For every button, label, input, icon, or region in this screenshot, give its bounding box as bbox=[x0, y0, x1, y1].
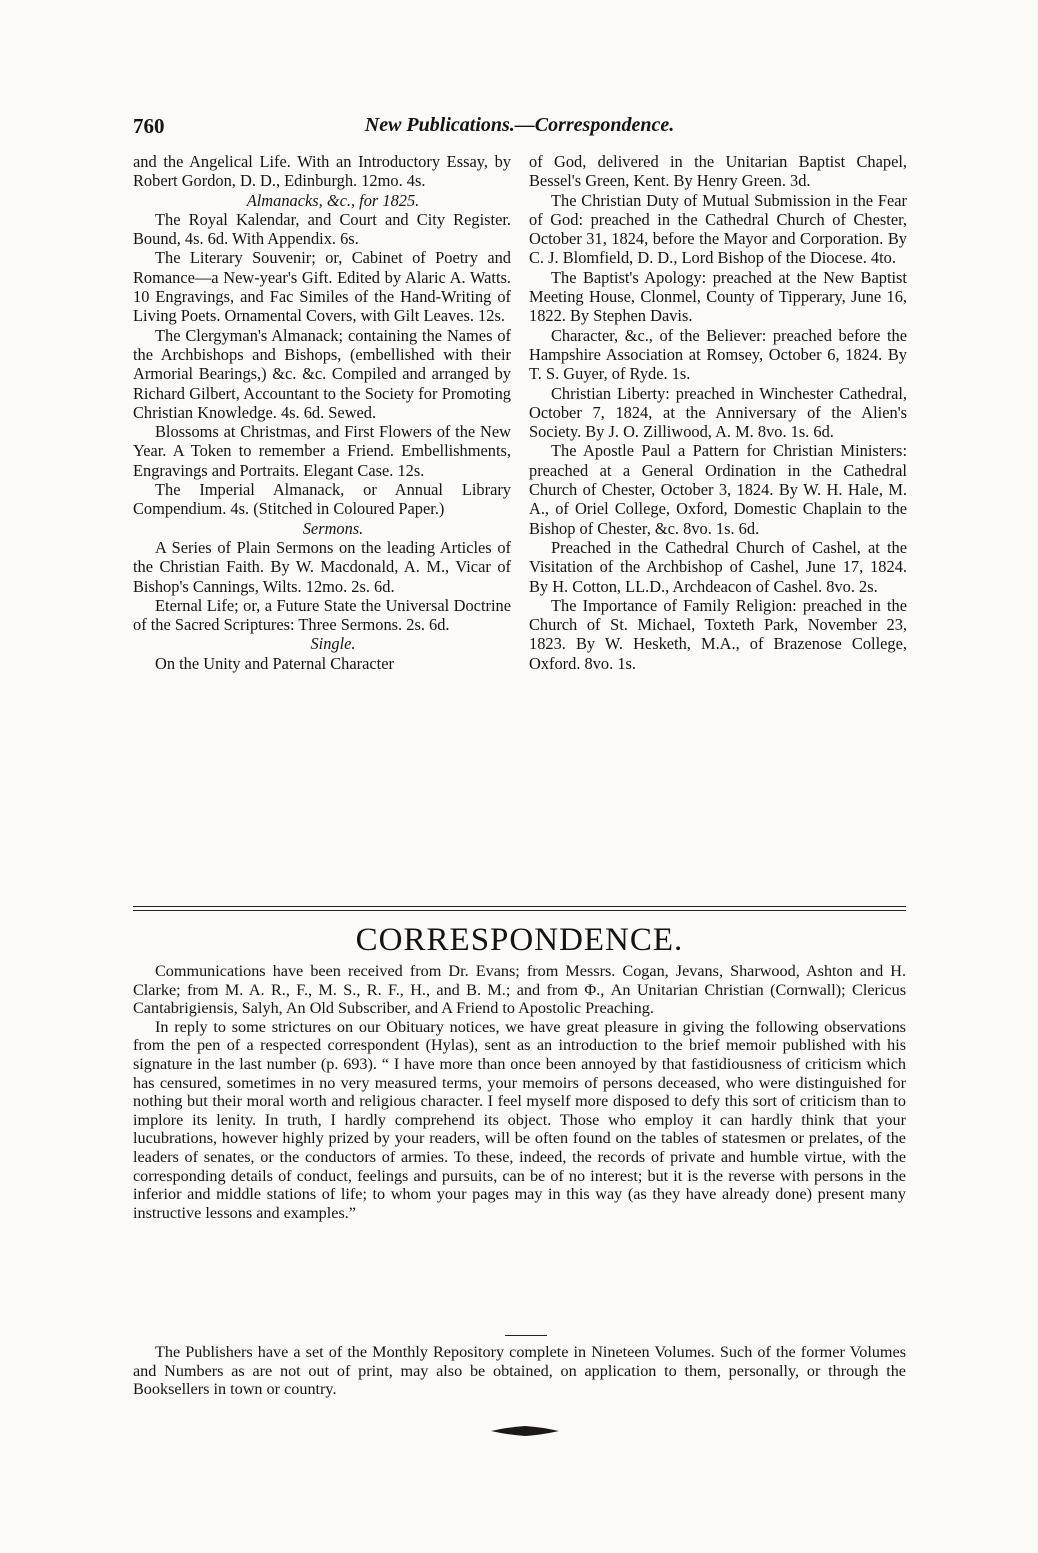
publication-entry: Preached in the Cathedral Church of Cashel, at the Visitation of the Archbishop of Cashel, June 17, 1824. By H. Cotton, LL.D., Archdeacon of Cashel. 8vo. 2s. bbox=[529, 537, 907, 596]
publication-entry: Eternal Life; or, a Future State the Universal Doctrine of the Sacred Scriptures: Three Sermons. 2s. 6d. bbox=[133, 595, 511, 635]
publication-entry: The Baptist's Apology: preached at the New Baptist Meeting House, Clonmel, County of Tipperary, June 16, 1822. By Stephen Davis. bbox=[529, 267, 907, 326]
publication-entry: The Importance of Family Religion: preached in the Church of St. Michael, Toxteth Park, November 23, 1823. By W. Hesketh, M.A., of Brazenose College, Oxford. 8vo. 1s. bbox=[529, 595, 907, 673]
publication-entry: The Imperial Almanack, or Annual Library Compendium. 4s. (Stitched in Coloured Paper.) bbox=[133, 480, 511, 519]
page-header bbox=[133, 114, 906, 144]
left-column bbox=[133, 152, 511, 673]
publication-entry: The Apostle Paul a Pattern for Christian Ministers: preached at a General Ordination in the Cathedral Church of Chester, October 3, 1824. By W. H. Hale, M. A., of Oriel College, Oxford, Domestic Chaplain to the Bishop of Chester, &c. 8vo. 1s. 6d. bbox=[529, 441, 907, 538]
publication-entry: Blossoms at Christmas, and First Flowers of the New Year. A Token to remember a Friend. Embellishments, Engravings and Portraits. Elegant Case. 12s. bbox=[133, 422, 511, 480]
publication-entry: The Christian Duty of Mutual Submission in the Fear of God: preached in the Cathedral Church of Chester, October 31, 1824, before the Mayor and Corporation. By C. J. Blomfield, D. D., Lord Bishop of the Diocese. 4to. bbox=[529, 190, 907, 268]
publication-entry: The Literary Souvenir; or, Cabinet of Poetry and Romance—a New-year's Gift. Edited by Alaric A. Watts. 10 Engravings, and Fac Similes of the Hand-Writing of Living Poets. Ornamental Covers, with Gilt Leaves. 12s. bbox=[133, 248, 511, 326]
section-subheading: Almanacks, &c., for 1825. bbox=[246, 190, 420, 210]
running-title: New Publications.—Correspondence. bbox=[364, 114, 675, 136]
publication-entry: and the Angelical Life. With an Introductory Essay, by Robert Gordon, D. D., Edinburgh. 12mo. 4s. bbox=[133, 152, 511, 191]
publishers-note bbox=[133, 1343, 906, 1399]
publication-entry: The Clergyman's Almanack; containing the Names of the Archbishops and Bishops, (embellished with their Armorial Bearings,) &c. &c. Compiled and arranged by Richard Gilbert, Accountant to the Society for Promoting Christian Knowledge. 4s. 6d. Sewed. bbox=[133, 325, 511, 422]
correspondence-paragraph: Communications have been received from Dr. Evans; from Messrs. Cogan, Jevans, Sharwood, Ashton and H. Clarke; from M. A. R., F., M. S., R. F., H., and B. M.; and from Φ., An Unitarian Christian (Cornwall); Clericus Cantabrigiensis, Salyh, An Old Subscriber, and A Friend to Apostolic Preaching. bbox=[133, 962, 906, 1018]
publication-entry: Christian Liberty: preached in Winchester Cathedral, October 7, 1824, at the Anniversary of the Alien's Society. By J. O. Zilliwood, A. M. 8vo. 1s. 6d. bbox=[529, 383, 907, 442]
correspondence-body bbox=[133, 962, 906, 1222]
publication-entry: A Series of Plain Sermons on the leading Articles of the Christian Faith. By W. Macdonald, A. M., Vicar of Bishop's Cannings, Wilts. 12mo. 2s. 6d. bbox=[133, 537, 511, 596]
correspondence-paragraph: In reply to some strictures on our Obituary notices, we have great pleasure in giving the following observations from the pen of a respected correspondent (Hylas), sent as an introduction to the brief memoir published with his signature in the last number (p. 693). “ I have more than once been annoyed by that fastidiousness of criticism which has censured, sometimes in no very measured terms, your memoirs of persons deceased, who were distinguished for nothing but their moral worth and religious character. I feel myself more disposed to defy this sort of criticism than to implore its lenity. In truth, I hardly comprehend its object. Those who employ it can hardly think that your lucubrations, however highly prized by your readers, will be often found on the tables of statesmen or prelates, of the leaders of senates, or the conductors of armies. To these, indeed, the records of private and humble virtue, with the corresponding details of conduct, feelings and pursuits, can be of no interest; but it is the reverse with persons in the inferior and middle stations of life; to whom your pages may in this way (as they have already done) present many instructive lessons and examples.” bbox=[133, 1017, 906, 1222]
correspondence-heading: CORRESPONDENCE. bbox=[355, 922, 684, 958]
section-divider-bottom bbox=[133, 910, 906, 911]
publication-entry: On the Unity and Paternal Character bbox=[155, 653, 394, 673]
short-divider bbox=[505, 1335, 547, 1336]
publishers-paragraph: The Publishers have a set of the Monthly Repository complete in Nineteen Volumes. Such of the former Volumes and Numbers as are not out of print, may also be obtained, on application to them, personally, or through the Booksellers in town or country. bbox=[133, 1343, 906, 1399]
section-subheading: Single. bbox=[310, 634, 356, 654]
end-ornament-icon bbox=[489, 1424, 561, 1438]
page-number: 760 bbox=[133, 114, 165, 138]
publication-entry: of God, delivered in the Unitarian Baptist Chapel, Bessel's Green, Kent. By Henry Green. 3d. bbox=[529, 152, 907, 191]
section-divider-top bbox=[133, 906, 906, 907]
right-column bbox=[529, 152, 907, 673]
section-subheading: Sermons. bbox=[302, 518, 364, 538]
publication-entry: Character, &c., of the Believer: preached before the Hampshire Association at Romsey, October 6, 1824. By T. S. Guyer, of Ryde. 1s. bbox=[529, 325, 907, 384]
publication-entry: The Royal Kalendar, and Court and City Register. Bound, 4s. 6d. With Appendix. 6s. bbox=[133, 209, 511, 249]
